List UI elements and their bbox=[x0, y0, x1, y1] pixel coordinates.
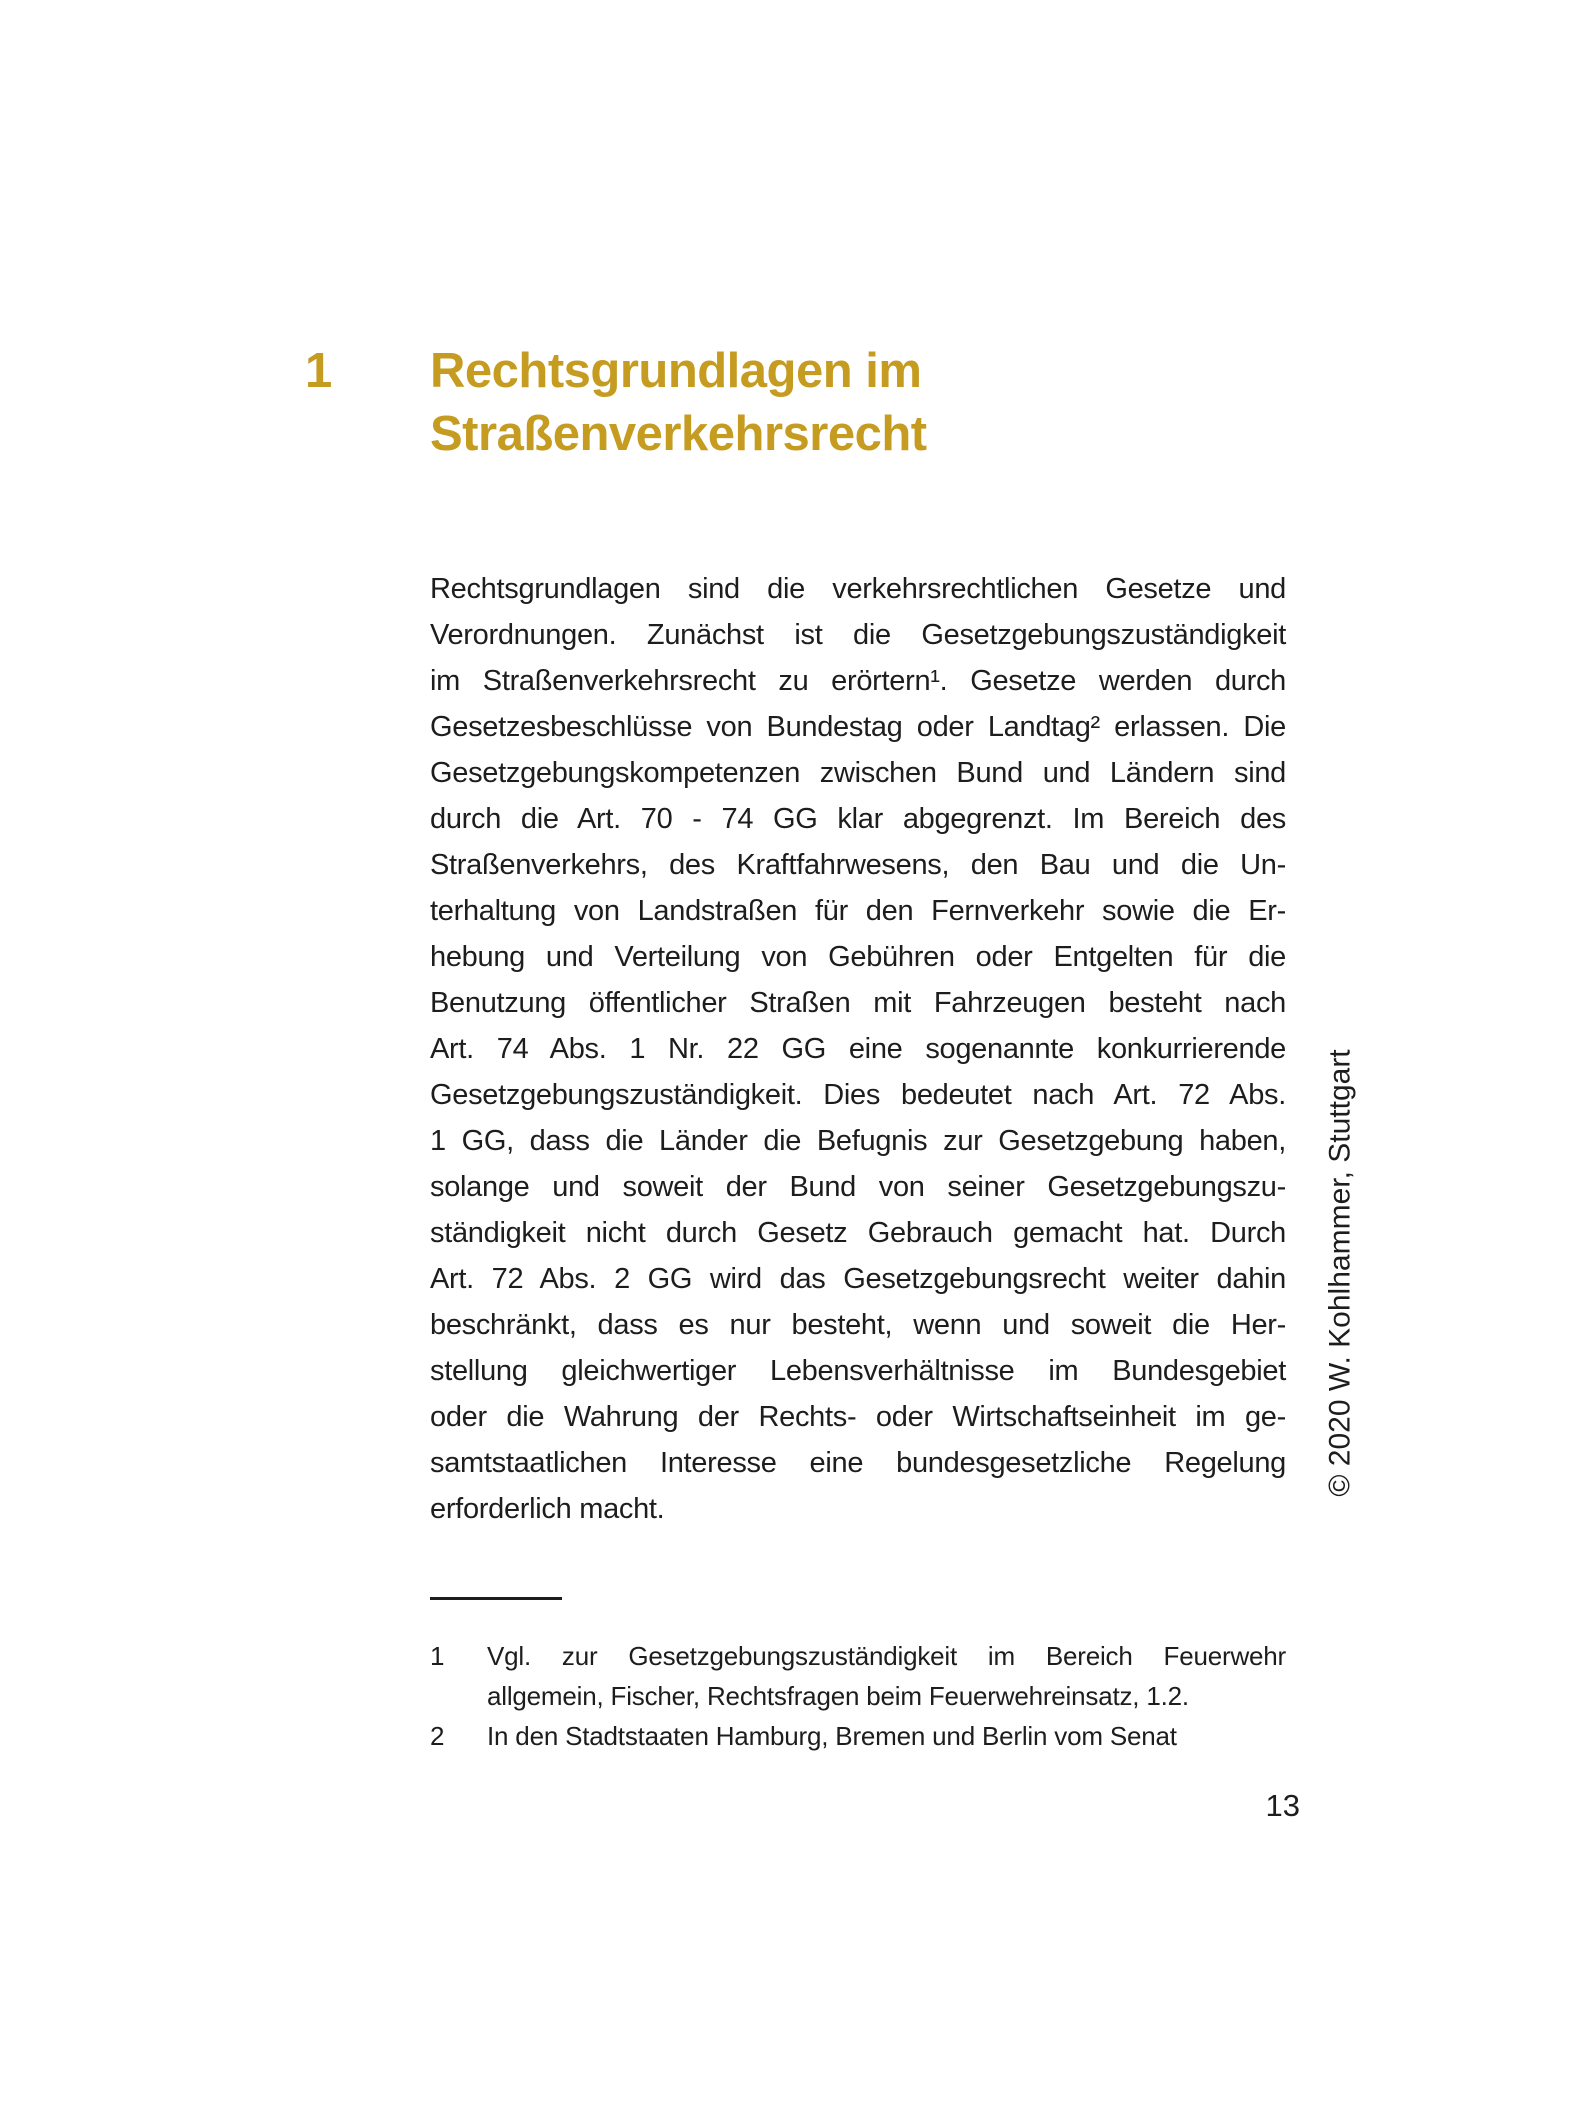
body-text-line: im Straßenverkehrsrecht zu erörtern¹. Gesetze werden durch bbox=[430, 665, 1286, 697]
body-text-line: Gesetzgebungszuständigkeit. Dies bedeutet nach Art. 72 Abs. bbox=[430, 1079, 1286, 1111]
body-text-line: Gesetzesbeschlüsse von Bundestag oder Landtag² erlassen. Die bbox=[430, 711, 1286, 743]
page-number: 13 bbox=[1265, 1788, 1300, 1823]
body-text-line: Gesetzgebungskompetenzen zwischen Bund und Ländern sind bbox=[430, 757, 1286, 789]
body-text-line: solange und soweit der Bund von seiner Gesetzgebungszu- bbox=[430, 1171, 1286, 1203]
chapter-title-line-2: Straßenverkehrsrecht bbox=[430, 407, 927, 461]
chapter-heading bbox=[305, 340, 1305, 466]
body-text-line: beschränkt, dass es nur besteht, wenn und soweit die Her- bbox=[430, 1309, 1286, 1341]
footnotes-section bbox=[430, 1636, 1286, 1756]
copyright-notice: © 2020 W. Kohlhammer, Stuttgart bbox=[1323, 1049, 1357, 1497]
body-text-line: 1 GG, dass die Länder die Befugnis zur Gesetzgebung haben, bbox=[430, 1125, 1286, 1157]
chapter-number: 1 bbox=[305, 344, 332, 398]
body-text-line: hebung und Verteilung von Gebühren oder Entgelten für die bbox=[430, 941, 1286, 973]
body-text-line: Verordnungen. Zunächst ist die Gesetzgebungszuständigkeit bbox=[430, 619, 1286, 651]
footnote-text: Vgl. zur Gesetzgebungszuständigkeit im Bereich Feuerwehr bbox=[487, 1641, 1286, 1671]
body-text-line: Rechtsgrundlagen sind die verkehrsrechtlichen Gesetze und bbox=[430, 573, 1286, 605]
footnote-text: allgemein, Fischer, Rechtsfragen beim Feuerwehreinsatz, 1.2. bbox=[487, 1681, 1189, 1711]
footnote-number: 2 bbox=[430, 1721, 445, 1751]
chapter-title-line-1: Rechtsgrundlagen im bbox=[430, 344, 922, 398]
body-text-line: Straßenverkehrs, des Kraftfahrwesens, den Bau und die Un- bbox=[430, 849, 1286, 881]
footnote-item bbox=[430, 1716, 1286, 1756]
chapter-title bbox=[430, 340, 927, 466]
body-text-line: durch die Art. 70 - 74 GG klar abgegrenzt. Im Bereich des bbox=[430, 803, 1286, 835]
footnote-text: In den Stadtstaaten Hamburg, Bremen und Berlin vom Senat bbox=[487, 1721, 1177, 1751]
footnote-item-continuation bbox=[430, 1676, 1286, 1716]
body-text-line: ständigkeit nicht durch Gesetz Gebrauch gemacht hat. Durch bbox=[430, 1217, 1286, 1249]
footnote-separator-rule bbox=[430, 1597, 562, 1600]
body-text-line: stellung gleichwertiger Lebensverhältnisse im Bundesgebiet bbox=[430, 1355, 1286, 1387]
body-text-line: Art. 72 Abs. 2 GG wird das Gesetzgebungsrecht weiter dahin bbox=[430, 1263, 1286, 1295]
body-paragraph bbox=[430, 566, 1286, 1532]
body-text-line: Art. 74 Abs. 1 Nr. 22 GG eine sogenannte konkurrierende bbox=[430, 1033, 1286, 1065]
footnote-number-spacer bbox=[430, 1676, 487, 1716]
body-text-line: terhaltung von Landstraßen für den Fernverkehr sowie die Er- bbox=[430, 895, 1286, 927]
body-text-line: erforderlich macht. bbox=[430, 1493, 665, 1525]
footnote-number: 1 bbox=[430, 1641, 445, 1671]
body-text-line: Benutzung öffentlicher Straßen mit Fahrzeugen besteht nach bbox=[430, 987, 1286, 1019]
footnote-item bbox=[430, 1636, 1286, 1676]
body-text-line: oder die Wahrung der Rechts- oder Wirtschaftseinheit im ge- bbox=[430, 1401, 1286, 1433]
body-text-line: samtstaatlichen Interesse eine bundesgesetzliche Regelung bbox=[430, 1447, 1286, 1479]
